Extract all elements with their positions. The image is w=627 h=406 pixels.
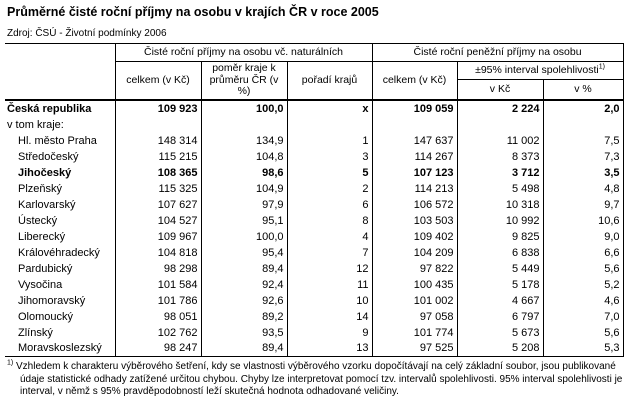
cell-rank: 2 (287, 181, 372, 197)
col-header-total-cash: celkem (v Kč) (372, 62, 457, 100)
table-row (5, 197, 623, 213)
cell-total-cash: 106 572 (372, 197, 457, 213)
table-body (5, 100, 623, 357)
region-label: Vysočina (18, 278, 63, 291)
table-row (5, 277, 623, 293)
cell-total-cash: 109 059 (372, 100, 457, 117)
cell-interval-pct: 6,6 (543, 245, 623, 261)
cell-ratio: 89,4 (201, 341, 287, 357)
table-header (5, 44, 623, 100)
cell-interval-pct: 5,2 (543, 277, 623, 293)
cell-interval-pct: 10,6 (543, 213, 623, 229)
cell-ratio: 89,4 (201, 261, 287, 277)
cell-interval-kc: 5 498 (457, 181, 543, 197)
region-label: Karlovarský (18, 198, 76, 211)
col-header-rank: pořadí krajů (287, 62, 372, 100)
cell-total-natural: 148 314 (115, 133, 201, 149)
region-label: Ústecký (18, 214, 58, 227)
region-label: Středočeský (18, 150, 79, 163)
cell-total-cash: 114 213 (372, 181, 457, 197)
cell-interval-pct: 4,8 (543, 181, 623, 197)
cell-rank: 7 (287, 245, 372, 261)
table-row (5, 117, 623, 133)
footnote-marker-sup: 1) (598, 63, 605, 71)
income-table (5, 43, 624, 357)
table-row (5, 133, 623, 149)
cell-interval-kc: 6 838 (457, 245, 543, 261)
cell-total-natural: 108 365 (115, 165, 201, 181)
region-label: Jihočeský (18, 166, 72, 179)
region-label: Královéhradecký (18, 246, 100, 259)
cell-ratio: 100,0 (201, 229, 287, 245)
cell-interval-kc: 8 373 (457, 149, 543, 165)
cell-ratio: 104,9 (201, 181, 287, 197)
corner-cell (5, 44, 115, 100)
region-label: Hl. město Praha (18, 134, 97, 147)
cell-rank: 1 (287, 133, 372, 149)
cell-total-natural: 109 967 (115, 229, 201, 245)
cell-ratio: 95,4 (201, 245, 287, 261)
cell-total-cash: 103 503 (372, 213, 457, 229)
region-label: Zlínský (18, 326, 53, 339)
region-label: Jihomoravský (18, 294, 86, 307)
table-row (5, 309, 623, 325)
page-title: Průměrné čisté roční příjmy na osobu v krajích ČR v roce 2005 (7, 5, 379, 19)
cell-ratio (201, 117, 287, 133)
table-row (5, 325, 623, 341)
col-header-ratio: poměr kraje k průměru ČR (v %) (201, 62, 287, 100)
cell-total-natural: 115 325 (115, 181, 201, 197)
region-label: Plzeňský (18, 182, 63, 195)
cell-total-cash: 97 058 (372, 309, 457, 325)
cell-total-natural: 115 215 (115, 149, 201, 165)
cell-total-natural: 98 051 (115, 309, 201, 325)
cell-interval-kc: 11 002 (457, 133, 543, 149)
cell-total-cash: 104 209 (372, 245, 457, 261)
region-label: Liberecký (18, 230, 66, 243)
cell-interval-pct: 9,7 (543, 197, 623, 213)
cell-interval-kc (457, 117, 543, 133)
cell-total-natural: 104 818 (115, 245, 201, 261)
cell-interval-pct: 7,5 (543, 133, 623, 149)
table-row (5, 181, 623, 197)
cell-rank: x (287, 100, 372, 117)
cell-interval-pct: 2,0 (543, 100, 623, 117)
cell-interval-kc: 6 797 (457, 309, 543, 325)
table-row (5, 229, 623, 245)
col-header-interval (457, 62, 623, 80)
col-header-interval-kc: v Kč (457, 80, 543, 100)
cell-interval-kc: 5 208 (457, 341, 543, 357)
cell-total-cash: 107 123 (372, 165, 457, 181)
cell-total-natural: 101 786 (115, 293, 201, 309)
cell-rank: 10 (287, 293, 372, 309)
cell-total-natural: 104 527 (115, 213, 201, 229)
cell-total-natural: 98 298 (115, 261, 201, 277)
cell-total-cash: 101 774 (372, 325, 457, 341)
cell-interval-kc: 4 667 (457, 293, 543, 309)
cell-total-cash: 100 435 (372, 277, 457, 293)
table-row (5, 261, 623, 277)
cell-interval-kc: 5 178 (457, 277, 543, 293)
cell-total-natural: 98 247 (115, 341, 201, 357)
cell-rank: 4 (287, 229, 372, 245)
cell-rank: 9 (287, 325, 372, 341)
group-header-row (5, 44, 623, 62)
cell-ratio: 134,9 (201, 133, 287, 149)
cell-ratio: 89,2 (201, 309, 287, 325)
cell-total-cash (372, 117, 457, 133)
cell-interval-pct (543, 117, 623, 133)
footnote (7, 361, 623, 399)
cell-interval-pct: 4,6 (543, 293, 623, 309)
cell-interval-kc: 2 224 (457, 100, 543, 117)
cell-interval-pct: 7,0 (543, 309, 623, 325)
region-label: v tom kraje: (7, 118, 64, 131)
table-row (5, 293, 623, 309)
cell-total-cash: 109 402 (372, 229, 457, 245)
cell-total-natural: 102 762 (115, 325, 201, 341)
col-header-total-natural: celkem (v Kč) (115, 62, 201, 100)
cell-interval-kc: 9 825 (457, 229, 543, 245)
footnote-text: Vzhledem k charakteru výběrového šetření, kdy se vlastnosti výběrového vzorku dopočítávají na celý základní soubor, jsou publikované údaje statistické odhady zatížené určitou chybou. Chyby lze interpretovat pomocí tzv. intervalů spolehlivosti. 95% interval spolehlivosti je interval, v němž s 95% pravděpodobností leží skutečná hodnota odhadované veličiny. (16, 361, 623, 397)
cell-total-cash: 147 637 (372, 133, 457, 149)
cell-rank: 5 (287, 165, 372, 181)
cell-total-cash: 97 525 (372, 341, 457, 357)
table-row (5, 100, 623, 117)
cell-rank: 14 (287, 309, 372, 325)
cell-ratio: 100,0 (201, 100, 287, 117)
cell-ratio: 93,5 (201, 325, 287, 341)
cell-rank: 8 (287, 213, 372, 229)
source-note: Zdroj: ČSÚ - Životní podmínky 2006 (7, 28, 167, 39)
cell-total-cash: 101 002 (372, 293, 457, 309)
cell-ratio: 98,6 (201, 165, 287, 181)
group-header-natural: Čisté roční příjmy na osobu vč. naturálních (115, 44, 372, 62)
cell-total-natural: 107 627 (115, 197, 201, 213)
region-label: Moravskoslezský (18, 342, 102, 355)
cell-interval-pct: 3,5 (543, 165, 623, 181)
group-header-cash: Čisté roční peněžní příjmy na osobu (372, 44, 623, 62)
footnote-marker: 1) (7, 359, 14, 367)
cell-total-natural (115, 117, 201, 133)
table-row (5, 165, 623, 181)
cell-interval-kc: 10 318 (457, 197, 543, 213)
cell-rank: 3 (287, 149, 372, 165)
cell-total-cash: 114 267 (372, 149, 457, 165)
region-label: Pardubický (18, 262, 73, 275)
table-row (5, 245, 623, 261)
interval-label: ±95% interval spolehlivosti (475, 63, 599, 76)
cell-rank (287, 117, 372, 133)
table-row (5, 149, 623, 165)
col-header-interval-pct: v % (543, 80, 623, 100)
cell-interval-kc: 5 449 (457, 261, 543, 277)
cell-ratio: 92,4 (201, 277, 287, 293)
cell-rank: 13 (287, 341, 372, 357)
cell-ratio: 95,1 (201, 213, 287, 229)
cell-interval-kc: 3 712 (457, 165, 543, 181)
cell-rank: 6 (287, 197, 372, 213)
cell-interval-pct: 5,3 (543, 341, 623, 357)
cell-total-natural: 109 923 (115, 100, 201, 117)
region-label: Česká republika (5, 100, 115, 117)
region-label: Olomoucký (18, 310, 74, 323)
cell-total-cash: 97 822 (372, 261, 457, 277)
table-row (5, 341, 623, 357)
table-row (5, 213, 623, 229)
cell-interval-kc: 5 673 (457, 325, 543, 341)
cell-rank: 11 (287, 277, 372, 293)
cell-interval-pct: 7,3 (543, 149, 623, 165)
cell-ratio: 97,9 (201, 197, 287, 213)
cell-ratio: 92,6 (201, 293, 287, 309)
cell-interval-pct: 5,6 (543, 325, 623, 341)
cell-rank: 12 (287, 261, 372, 277)
cell-total-natural: 101 584 (115, 277, 201, 293)
cell-ratio: 104,8 (201, 149, 287, 165)
cell-interval-pct: 5,6 (543, 261, 623, 277)
cell-interval-pct: 9,0 (543, 229, 623, 245)
cell-interval-kc: 10 992 (457, 213, 543, 229)
